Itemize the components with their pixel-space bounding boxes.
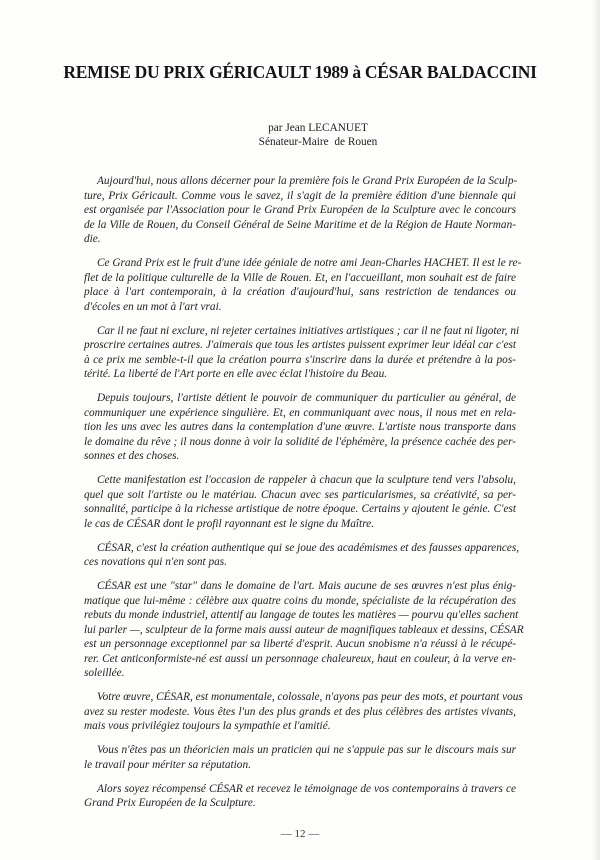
paragraph-line: CÉSAR, c'est la création authentique qui se joue des académismes et des fausses apparences, xyxy=(97,541,520,554)
paragraph-line: sonnalité, participe à la richesse artistique de notre époque. Certains y ajoutent le génie. C'est xyxy=(84,503,516,515)
document-title: REMISE DU PRIX GÉRICAULT 1989 à CÉSAR BALDACCINI xyxy=(63,62,537,82)
paragraph-line: de la Ville de Rouen, du Conseil Général de Seine Maritime et de la Région de Haute Norman- xyxy=(84,218,516,231)
paragraph xyxy=(84,743,516,772)
paragraph-line: rer. Cet anticonformiste-né est aussi un personnage chaleureux, haut en couleur, à la verve en- xyxy=(84,652,516,665)
author-name: par Jean LECANUET xyxy=(268,122,368,134)
paragraph-line: quel que soit l'artiste ou le matériau. Chacun avec ses particularismes, sa créativité, sa per- xyxy=(84,488,516,501)
paragraph-line: d'écoles en un mot à l'art vrai. xyxy=(84,300,222,313)
paragraph-line: le travail pour mériter sa réputation. xyxy=(84,758,251,771)
paragraph-line: sonnes et des choses. xyxy=(84,450,180,462)
author-role: Sénateur-Maire de Rouen xyxy=(258,136,378,148)
paragraph-line: place à l'art contemporain, à la création d'aujourd'hui, sans restriction de tendances ou xyxy=(84,286,516,298)
paragraph-line: Votre œuvre, CÉSAR, est monumentale, colossale, n'ayons pas peur des mots, et pourtant vous xyxy=(97,691,523,703)
paragraph-line: Grand Prix Européen de la Sculpture. xyxy=(84,797,256,809)
paragraph xyxy=(84,541,520,570)
paragraph-line: le domaine du rêve ; il nous donne à voir la solidité de l'éphémère, la présence cachée des per- xyxy=(84,435,516,448)
paragraph-line: Aujourd'hui, nous allons décerner pour la première fois le Grand Prix Européen de la Sculp- xyxy=(97,175,518,187)
paragraph xyxy=(84,782,516,811)
article-body xyxy=(84,174,524,820)
paragraph-line: le cas de CÉSAR dont le profil rayonnant est le signe du Maître. xyxy=(84,517,375,530)
paragraph xyxy=(84,579,524,681)
paragraph xyxy=(84,174,516,247)
byline xyxy=(0,121,600,149)
paragraph-line: ture, Prix Géricault. Comme vous le savez, il s'agit de la première édition d'une biennale qui xyxy=(84,189,516,202)
paragraph-line: CÉSAR est une "star" dans le domaine de l'art. Mais aucune de ses œuvres n'est plus énig- xyxy=(97,580,516,592)
paragraph-line: die. xyxy=(84,233,101,245)
paragraph-line: Ce Grand Prix est le fruit d'une idée géniale de notre ami Jean-Charles HACHET. Il est le re- xyxy=(97,257,522,269)
paragraph-line: proscrire certaines autres. J'aimerais que tous les artistes puissent exprimer leur idéal car c'est xyxy=(84,339,516,351)
paragraph-line: ces novations qui n'en sont pas. xyxy=(84,556,227,568)
paragraph-line: Alors soyez récompensé CÉSAR et recevez le témoignage de vos contemporains à travers ce xyxy=(97,782,516,795)
paragraph xyxy=(84,473,516,531)
page-number: — 12 — xyxy=(280,828,320,840)
paragraph-line: Car il ne faut ni exclure, ni rejeter certaines initiatives artistiques ; car il ne faut ni ligoter, ni xyxy=(97,324,520,337)
paragraph-line: est organisée par l'Association pour le Grand Prix Européen de la Sculpture avec le concours xyxy=(84,204,516,216)
paragraph xyxy=(84,391,516,464)
paragraph-line: Vous n'êtes pas un théoricien mais un praticien qui ne s'appuie pas sur le discours mais sur xyxy=(97,744,516,756)
paragraph xyxy=(84,690,523,734)
paragraph-line: tion les uns avec les autres dans la contemplation d'une œuvre. L'artiste nous transporte dans xyxy=(84,421,516,433)
paragraph-line: avez su rester modeste. Vous êtes l'un des plus grands et des plus célèbres des artistes vivants, xyxy=(84,705,516,718)
paragraph xyxy=(84,256,522,314)
paragraph-line: mais vous privilégiez toujours la sympathie et l'amitié. xyxy=(84,720,331,732)
paragraph-line: térité. La liberté de l'Art porte en elle avec éclat l'histoire du Beau. xyxy=(84,368,388,380)
paragraph-line: rebuts du monde industriel, attentif au langage de toutes les matières — pourvu qu'elles sachent xyxy=(84,609,519,621)
paragraph-line: est un personnage exceptionnel par sa liberté d'esprit. Aucun snobisme n'a réussi à le récupé- xyxy=(84,638,516,650)
paragraph-line: soleillée. xyxy=(84,667,125,679)
paragraph-line: Depuis toujours, l'artiste détient le pouvoir de communiquer du particulier au général, de xyxy=(97,392,516,404)
paragraph xyxy=(84,324,520,382)
paragraph-line: à ce prix me semble-t-il que la création pourra s'inscrire dans la durée et prétendre à la pos- xyxy=(84,353,516,366)
paragraph-line: Cette manifestation est l'occasion de rappeler à chacun que la sculpture tend vers l'absolu, xyxy=(97,474,516,486)
paragraph-line: lui parler —, sculpteur de la forme mais aussi auteur de magnifiques tableaux et dessins, CÉSAR xyxy=(84,623,524,636)
paragraph-line: matique que lui-même : célèbre aux quatre coins du monde, spécialiste de la récupération des xyxy=(84,594,516,607)
paragraph-line: flet de la politique culturelle de la Ville de Rouen. Et, en l'accueillant, mon souhait est de faire xyxy=(84,271,516,284)
paragraph-line: communiquer une expérience singulière. Et, en communiquant avec nous, il nous met en rela- xyxy=(84,406,516,419)
